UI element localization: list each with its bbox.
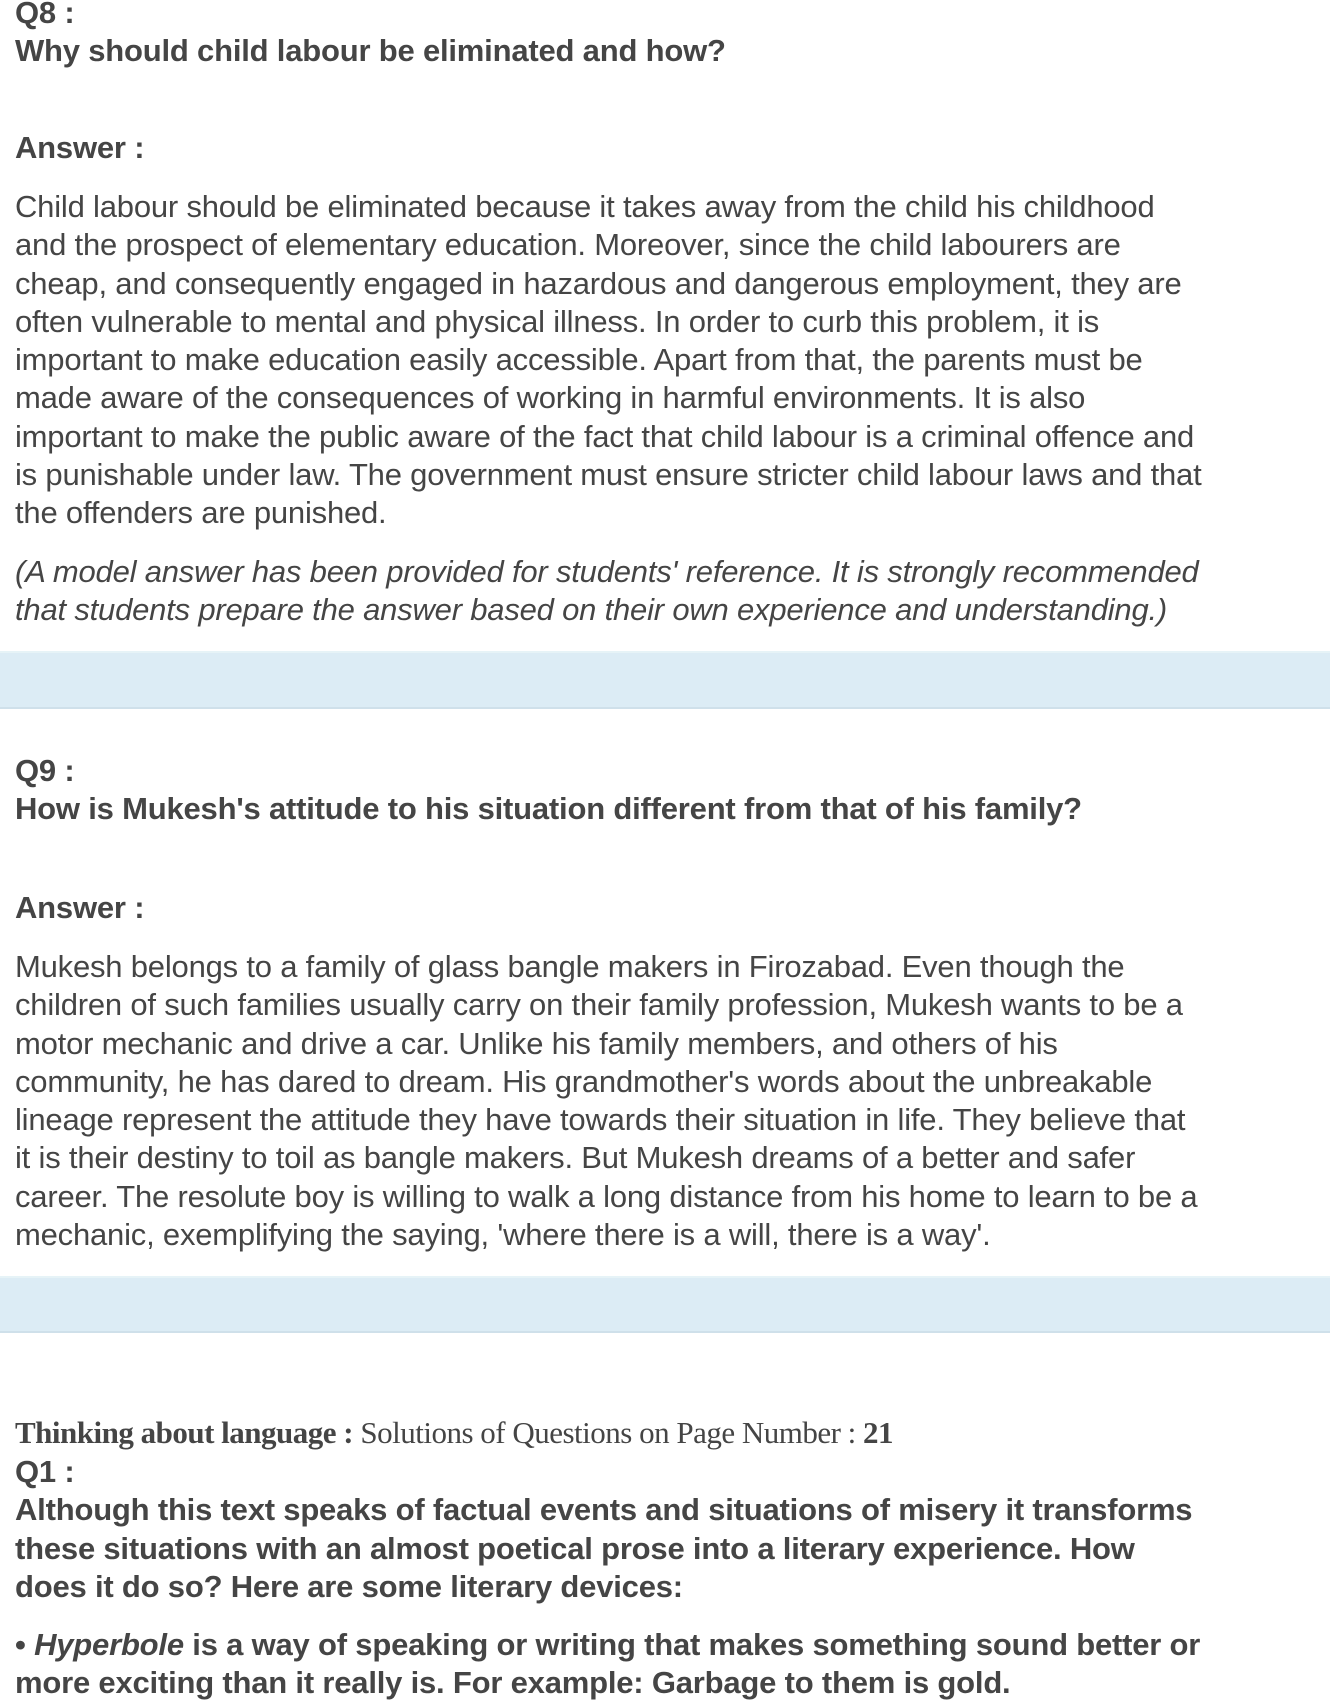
answer-line: community, he has dared to dream. His grandmother's words about the unbreakable <box>15 1063 1153 1099</box>
answer-line: and the prospect of elementary education. Moreover, since the child labourers are <box>15 227 1121 263</box>
answer-line: is punishable under law. The government must ensure stricter child labour laws and that <box>15 457 1202 493</box>
question-number: Q1 : <box>15 1454 75 1489</box>
question-text: How is Mukesh's attitude to his situation different from that of his family? <box>15 791 1082 827</box>
answer-line: the offenders are punished. <box>15 495 387 531</box>
bullet-icon: • <box>15 1627 26 1662</box>
q1-block <box>15 1453 1330 1606</box>
answer-line: cheap, and consequently engaged in hazardous and dangerous employment, they are <box>15 265 1182 301</box>
section-subtitle: Solutions of Questions on Page Number : <box>360 1415 856 1450</box>
answer-line: career. The resolute boy is willing to walk a long distance from his home to learn to be a <box>15 1178 1198 1214</box>
answer-label: Answer : <box>15 130 145 165</box>
q8-block <box>15 0 1330 71</box>
q9-answer <box>15 948 1330 1254</box>
question-line: these situations with an almost poetical prose into a literary experience. How <box>15 1530 1135 1566</box>
question-number: Q8 : <box>15 0 75 30</box>
answer-line: Mukesh belongs to a family of glass bangle makers in Firozabad. Even though the <box>15 949 1125 984</box>
answer-label: Answer : <box>15 890 145 925</box>
question-line: does it do so? Here are some literary devices: <box>15 1568 683 1604</box>
answer-line: it is their destiny to toil as bangle makers. But Mukesh dreams of a better and safer <box>15 1140 1136 1176</box>
question-text: Why should child labour be eliminated and how? <box>15 33 726 69</box>
section-header <box>15 1414 1330 1452</box>
separator-band <box>0 1276 1330 1333</box>
question-number: Q9 : <box>15 753 75 788</box>
answer-line: made aware of the consequences of working in harmful environments. It is also <box>15 380 1086 416</box>
answer-line: mechanic, exemplifying the saying, 'where there is a will, there is a way'. <box>15 1217 991 1253</box>
answer-line: motor mechanic and drive a car. Unlike his family members, and others of his <box>15 1025 1058 1061</box>
separator-band <box>0 651 1330 709</box>
answer-line: important to make education easily accessible. Apart from that, the parents must be <box>15 342 1143 378</box>
section-title: Thinking about language : <box>15 1415 354 1450</box>
answer-line: lineage represent the attitude they have towards their situation in life. They believe that <box>15 1102 1186 1138</box>
answer-line: children of such families usually carry on their family profession, Mukesh wants to be a <box>15 987 1183 1023</box>
q8-answer <box>15 188 1330 533</box>
answer-line: often vulnerable to mental and physical illness. In order to curb this problem, it is <box>15 303 1100 339</box>
model-answer-note <box>15 553 1330 630</box>
answer-line: Child labour should be eliminated because it takes away from the child his childhood <box>15 189 1155 224</box>
q9-block <box>15 752 1330 829</box>
definition-line: more exciting than it really is. For example: Garbage to them is gold. <box>15 1665 1011 1701</box>
hyperbole-bullet <box>15 1626 1330 1703</box>
term: Hyperbole <box>34 1627 184 1662</box>
note-line: that students prepare the answer based on their own experience and understanding.) <box>15 592 1168 628</box>
page-number: 21 <box>863 1415 894 1450</box>
definition: is a way of speaking or writing that makes something sound better or <box>183 1627 1201 1662</box>
question-line: Although this text speaks of factual events and situations of misery it transforms <box>15 1492 1193 1528</box>
note-line: (A model answer has been provided for students' reference. It is strongly recommended <box>15 554 1199 589</box>
answer-line: important to make the public aware of the fact that child labour is a criminal offence and <box>15 418 1195 454</box>
